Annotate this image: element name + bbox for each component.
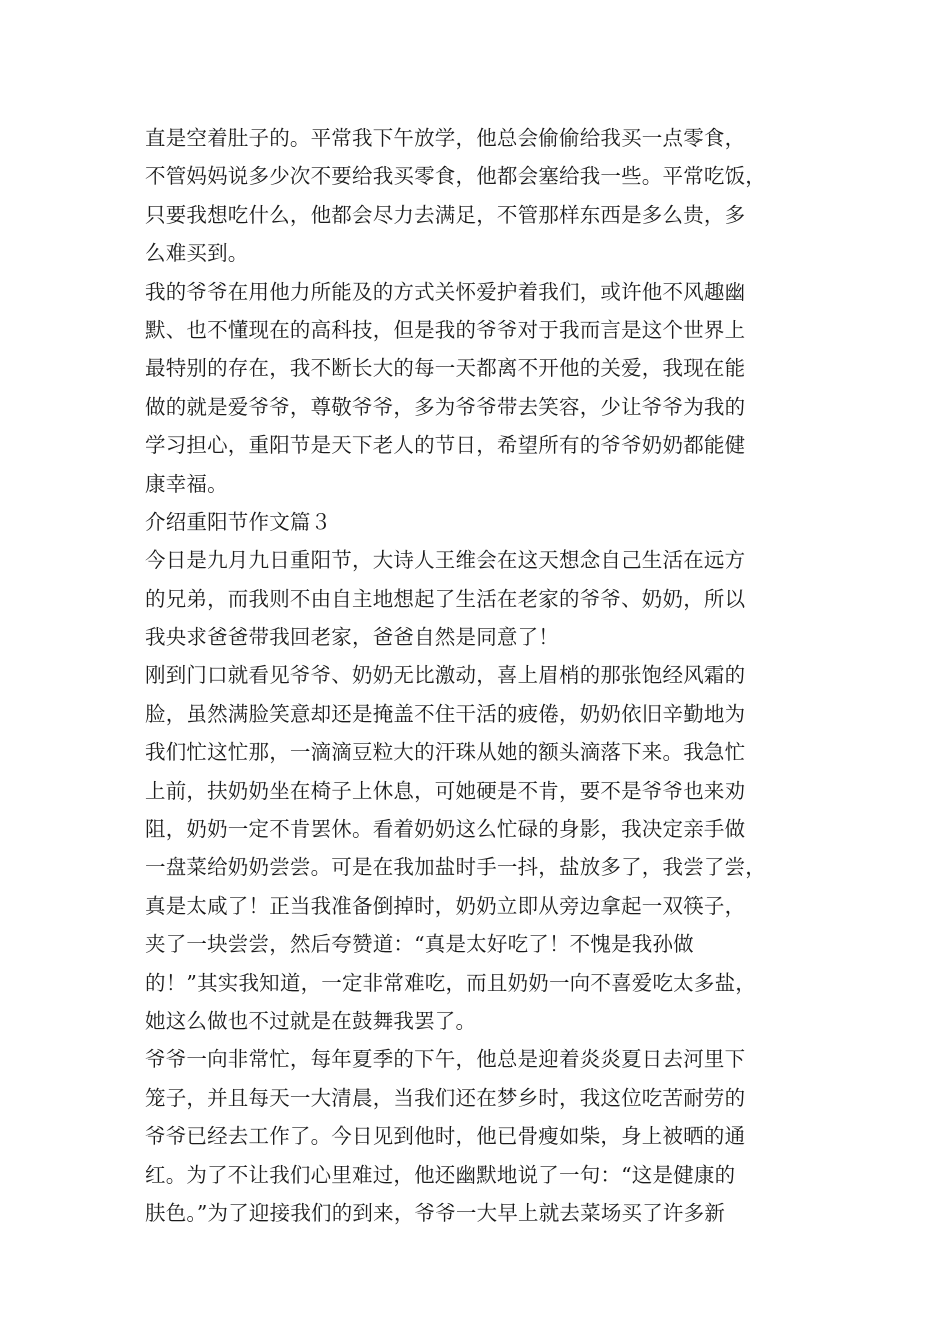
section-heading: 介绍重阳节作文篇３ xyxy=(145,509,332,534)
text-line: 上前，扶奶奶坐在椅子上休息，可她硬是不肯，要不是爷爷也来劝 xyxy=(145,778,746,803)
text-line: 我央求爸爸带我回老家，爸爸自然是同意了！ xyxy=(145,625,559,650)
text-line: 么难买到。 xyxy=(145,241,249,266)
text-line: 爷爷已经去工作了。今日见到他时，他已骨瘦如柴，身上被晒的通 xyxy=(145,1124,746,1149)
text-line: 红。为了不让我们心里难过，他还幽默地说了一句：“这是健康的 xyxy=(145,1162,736,1187)
text-line: 的！”其实我知道，一定非常难吃，而且奶奶一向不喜爱吃太多盐， xyxy=(145,970,756,995)
text-line: 只要我想吃什么，他都会尽力去满足，不管那样东西是多么贵，多 xyxy=(145,202,746,227)
text-line: 夹了一块尝尝，然后夸赞道：“真是太好吃了！不愧是我孙做 xyxy=(145,932,694,957)
text-line: 做的就是爱爷爷，尊敬爷爷，多为爷爷带去笑容，少让爷爷为我的 xyxy=(145,394,746,419)
text-line: 阻，奶奶一定不肯罢休。看着奶奶这么忙碌的身影，我决定亲手做 xyxy=(145,817,746,842)
text-line: 学习担心，重阳节是天下老人的节日，希望所有的爷爷奶奶都能健 xyxy=(145,433,746,458)
text-line: 一盘菜给奶奶尝尝。可是在我加盐时手一抖，盐放多了，我尝了尝， xyxy=(145,855,766,880)
text-line: 最特别的存在，我不断长大的每一天都离不开他的关爱，我现在能 xyxy=(145,356,746,381)
text-line: 真是太咸了！正当我准备倒掉时，奶奶立即从旁边拿起一双筷子， xyxy=(145,893,746,918)
text-line: 笼子，并且每天一大清晨，当我们还在梦乡时，我这位吃苦耐劳的 xyxy=(145,1085,746,1110)
text-line: 康幸福。 xyxy=(145,471,228,496)
document-body xyxy=(145,119,825,1232)
text-line: 她这么做也不过就是在鼓舞我罢了。 xyxy=(145,1008,477,1033)
text-line: 默、也不懂现在的高科技，但是我的爷爷对于我而言是这个世界上 xyxy=(145,317,746,342)
text-line: 我的爷爷在用他力所能及的方式关怀爱护着我们，或许他不风趣幽 xyxy=(145,279,746,304)
text-line: 肤色。”为了迎接我们的到来，爷爷一大早上就去菜场买了许多新 xyxy=(145,1200,726,1225)
text-line: 脸，虽然满脸笑意却还是掩盖不住干活的疲倦，奶奶依旧辛勤地为 xyxy=(145,701,746,726)
text-line: 的兄弟，而我则不由自主地想起了生活在老家的爷爷、奶奶，所以 xyxy=(145,586,746,611)
text-line: 我们忙这忙那，一滴滴豆粒大的汗珠从她的额头滴落下来。我急忙 xyxy=(145,740,746,765)
text-line: 刚到门口就看见爷爷、奶奶无比激动，喜上眉梢的那张饱经风霜的 xyxy=(145,663,746,688)
text-line: 不管妈妈说多少次不要给我买零食，他都会塞给我一些。平常吃饭， xyxy=(145,164,766,189)
text-line: 直是空着肚子的。平常我下午放学，他总会偷偷给我买一点零食， xyxy=(145,126,746,150)
text-line: 今日是九月九日重阳节，大诗人王维会在这天想念自己生活在远方 xyxy=(145,548,746,573)
text-line: 爷爷一向非常忙，每年夏季的下午，他总是迎着炎炎夏日去河里下 xyxy=(145,1047,746,1072)
